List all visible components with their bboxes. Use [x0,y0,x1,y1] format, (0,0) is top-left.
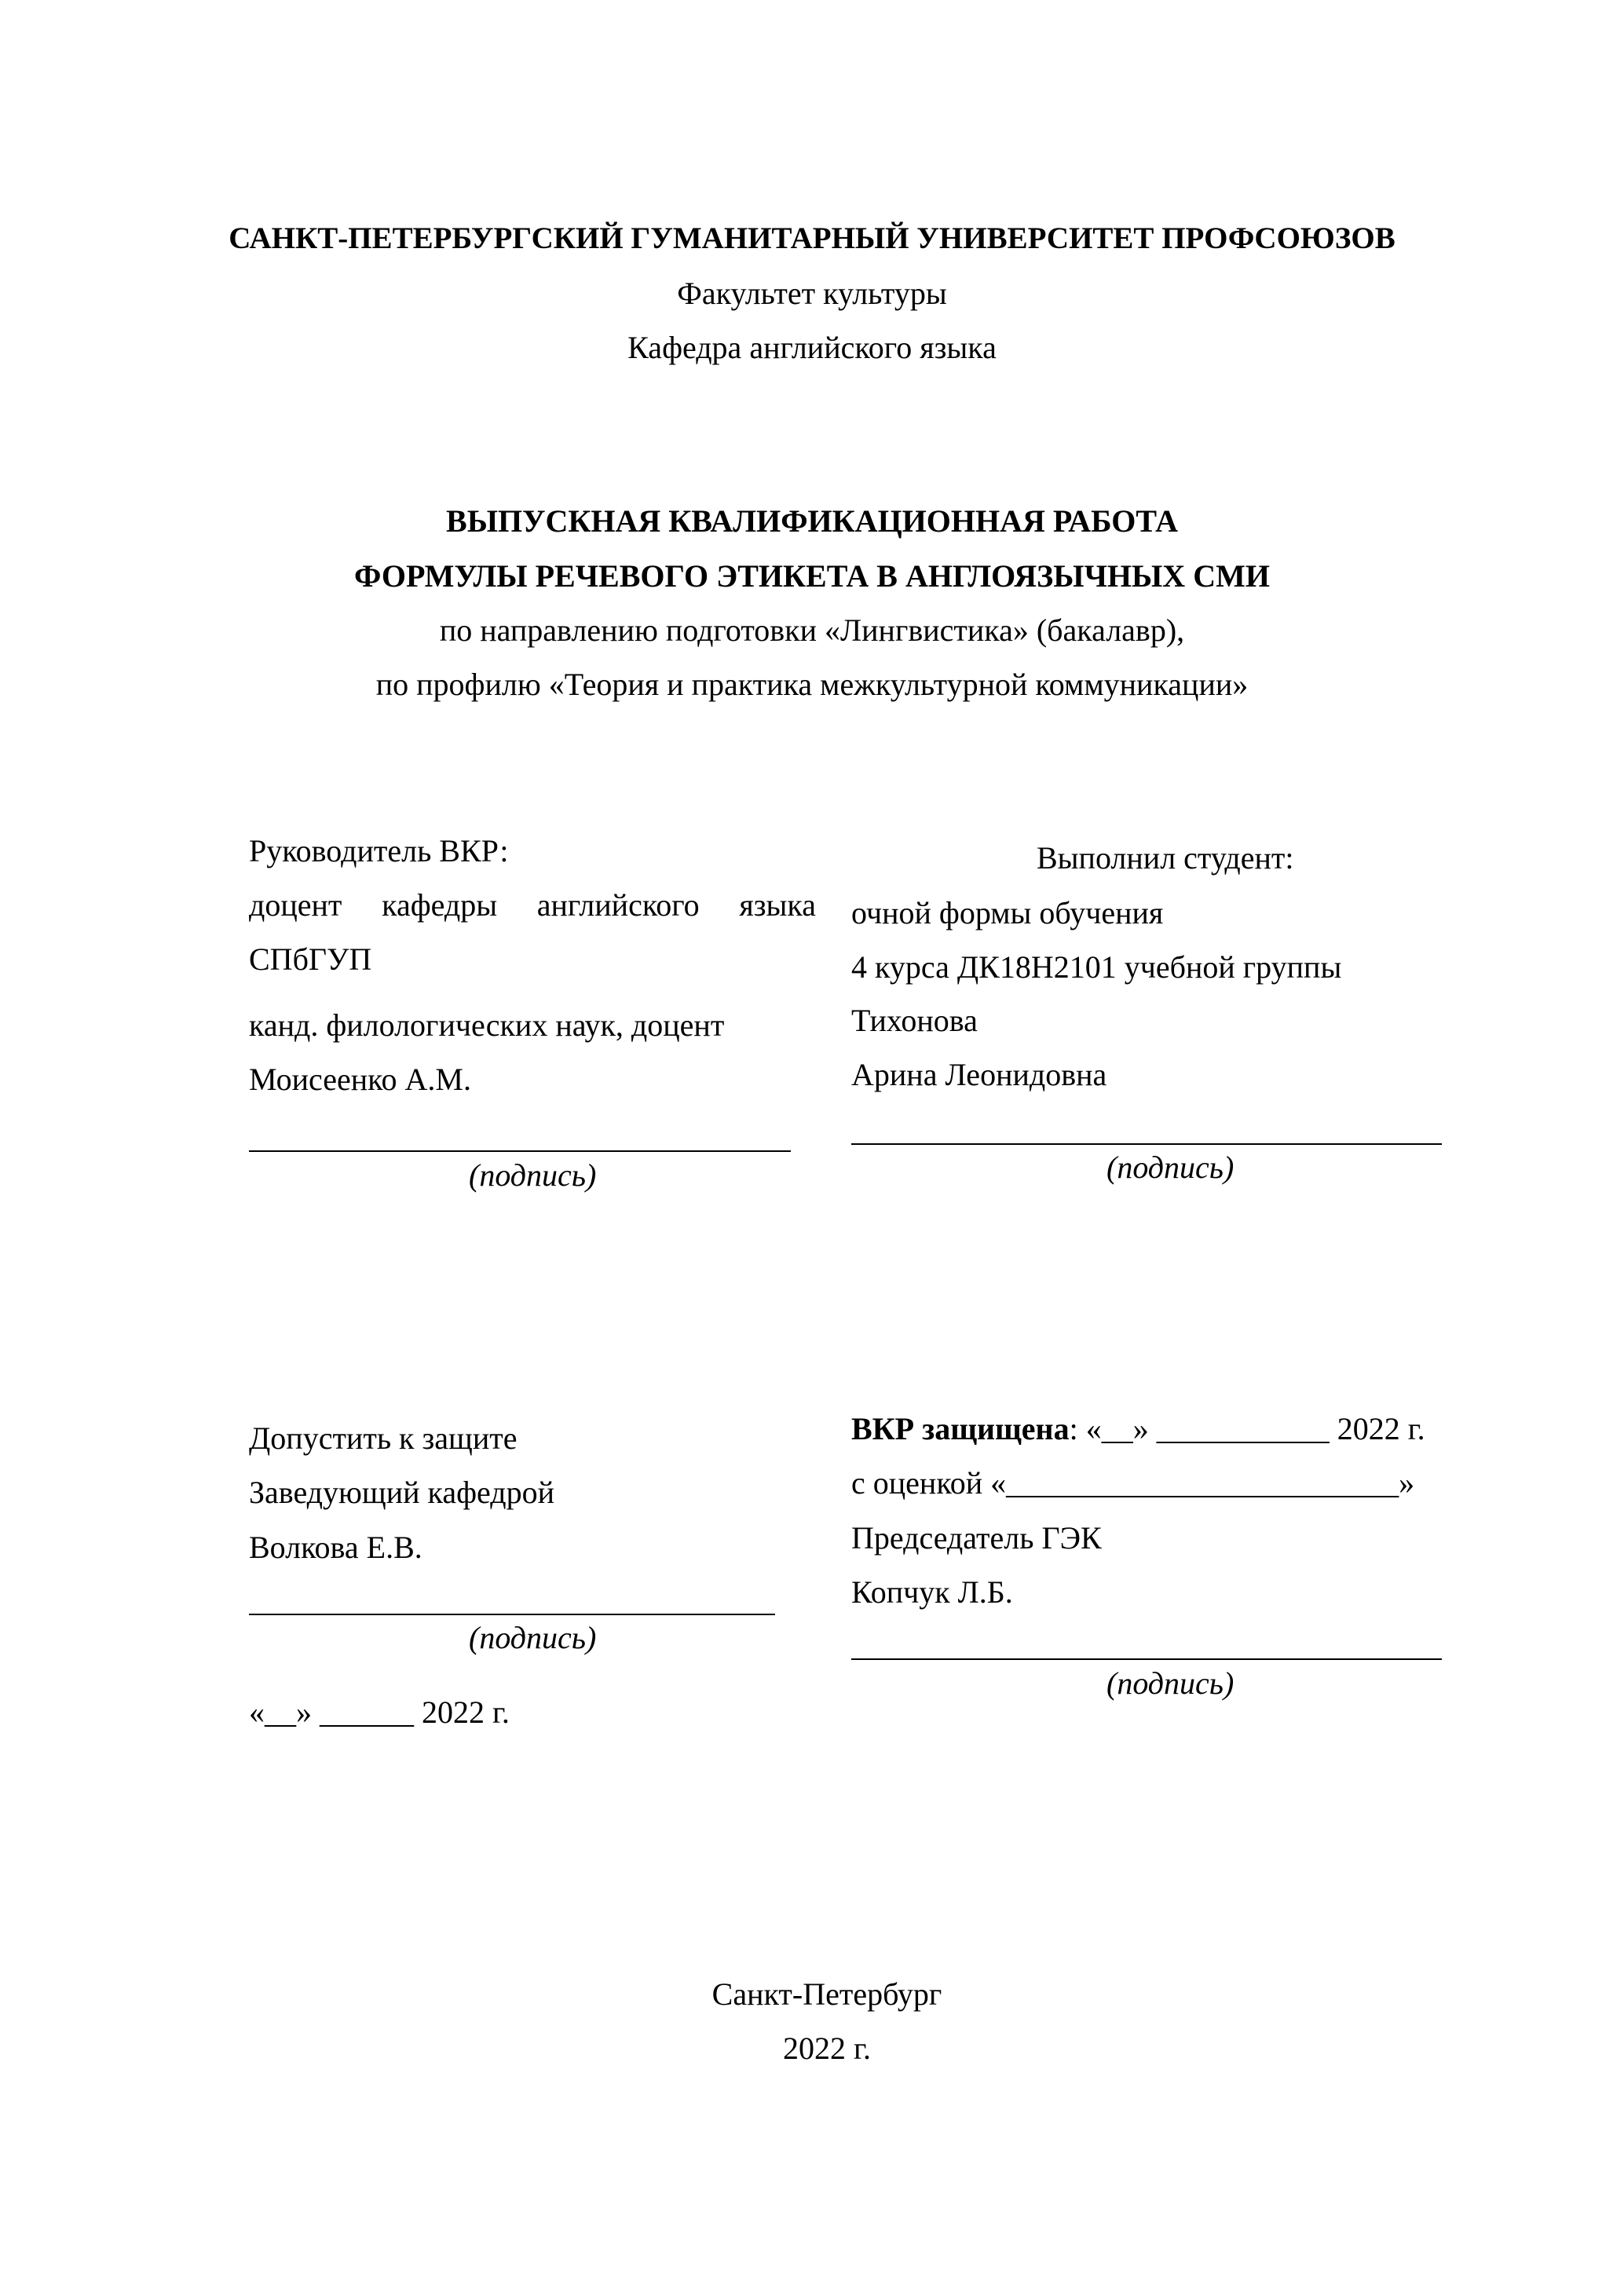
admission-line-1: Допустить к защите [249,1420,518,1456]
supervisor-position-cont: СПбГУП [249,941,372,977]
supervisor-heading: Руководитель ВКР: [249,833,509,868]
admission-signature-label: (подпись) [469,1620,597,1655]
defense-grade: с оценкой «_________________________» [851,1465,1415,1501]
study-direction: по направлению подготовки «Лингвистика» (бакалавр), [439,612,1185,648]
supervisor-signature-label: (подпись) [469,1157,597,1193]
student-surname: Тихонова [851,1003,978,1038]
faculty-name: Факультет культуры [677,276,947,311]
supervisor-position-word: языка [739,887,816,923]
defense-signature-label: (подпись) [1106,1665,1234,1701]
supervisor-position-word: доцент [249,887,342,923]
student-signature-line [851,1143,1442,1145]
work-topic: ФОРМУЛЫ РЕЧЕВОГО ЭТИКЕТА В АНГЛОЯЗЫЧНЫХ СМИ [354,558,1270,594]
gek-chair-name: Копчук Л.Б. [851,1574,1013,1610]
supervisor-name: Моисеенко А.М. [249,1062,471,1097]
supervisor-signature-line [249,1150,791,1152]
defense-label: ВКР защищена [851,1411,1070,1446]
student-study-form: очной формы обучения [851,895,1164,930]
department-name: Кафедра английского языка [627,330,997,365]
supervisor-position [249,887,816,923]
defense-date: : «__» ___________ 2022 г. [1069,1411,1425,1446]
study-profile: по профилю «Теория и практика межкультурной коммуникации» [375,667,1249,702]
city: Санкт-Петербург [711,1976,942,2012]
student-given-names: Арина Леонидовна [851,1057,1107,1092]
student-heading: Выполнил студент: [1037,840,1294,876]
work-type: ВЫПУСКНАЯ КВАЛИФИКАЦИОННАЯ РАБОТА [446,503,1178,539]
supervisor-position-word: кафедры [382,887,498,923]
defense-status [851,1413,1425,1445]
admission-head-name: Волкова Е.В. [249,1530,422,1565]
admission-signature-line [249,1614,775,1615]
gek-chair-title: Председатель ГЭК [851,1520,1102,1556]
supervisor-position-word: английского [536,887,700,923]
defense-signature-line [851,1658,1442,1660]
admission-date: «__» ______ 2022 г. [249,1695,510,1730]
student-signature-label: (подпись) [1106,1150,1234,1185]
supervisor-degree: канд. филологических наук, доцент [249,1007,725,1043]
year: 2022 г. [783,2031,871,2066]
admission-line-2: Заведующий кафедрой [249,1475,555,1510]
university-name: САНКТ-ПЕТЕРБУРГСКИЙ ГУМАНИТАРНЫЙ УНИВЕРСИТЕТ ПРОФСОЮЗОВ [229,221,1395,255]
student-group: 4 курса ДК18Н2101 учебной группы [851,949,1342,985]
